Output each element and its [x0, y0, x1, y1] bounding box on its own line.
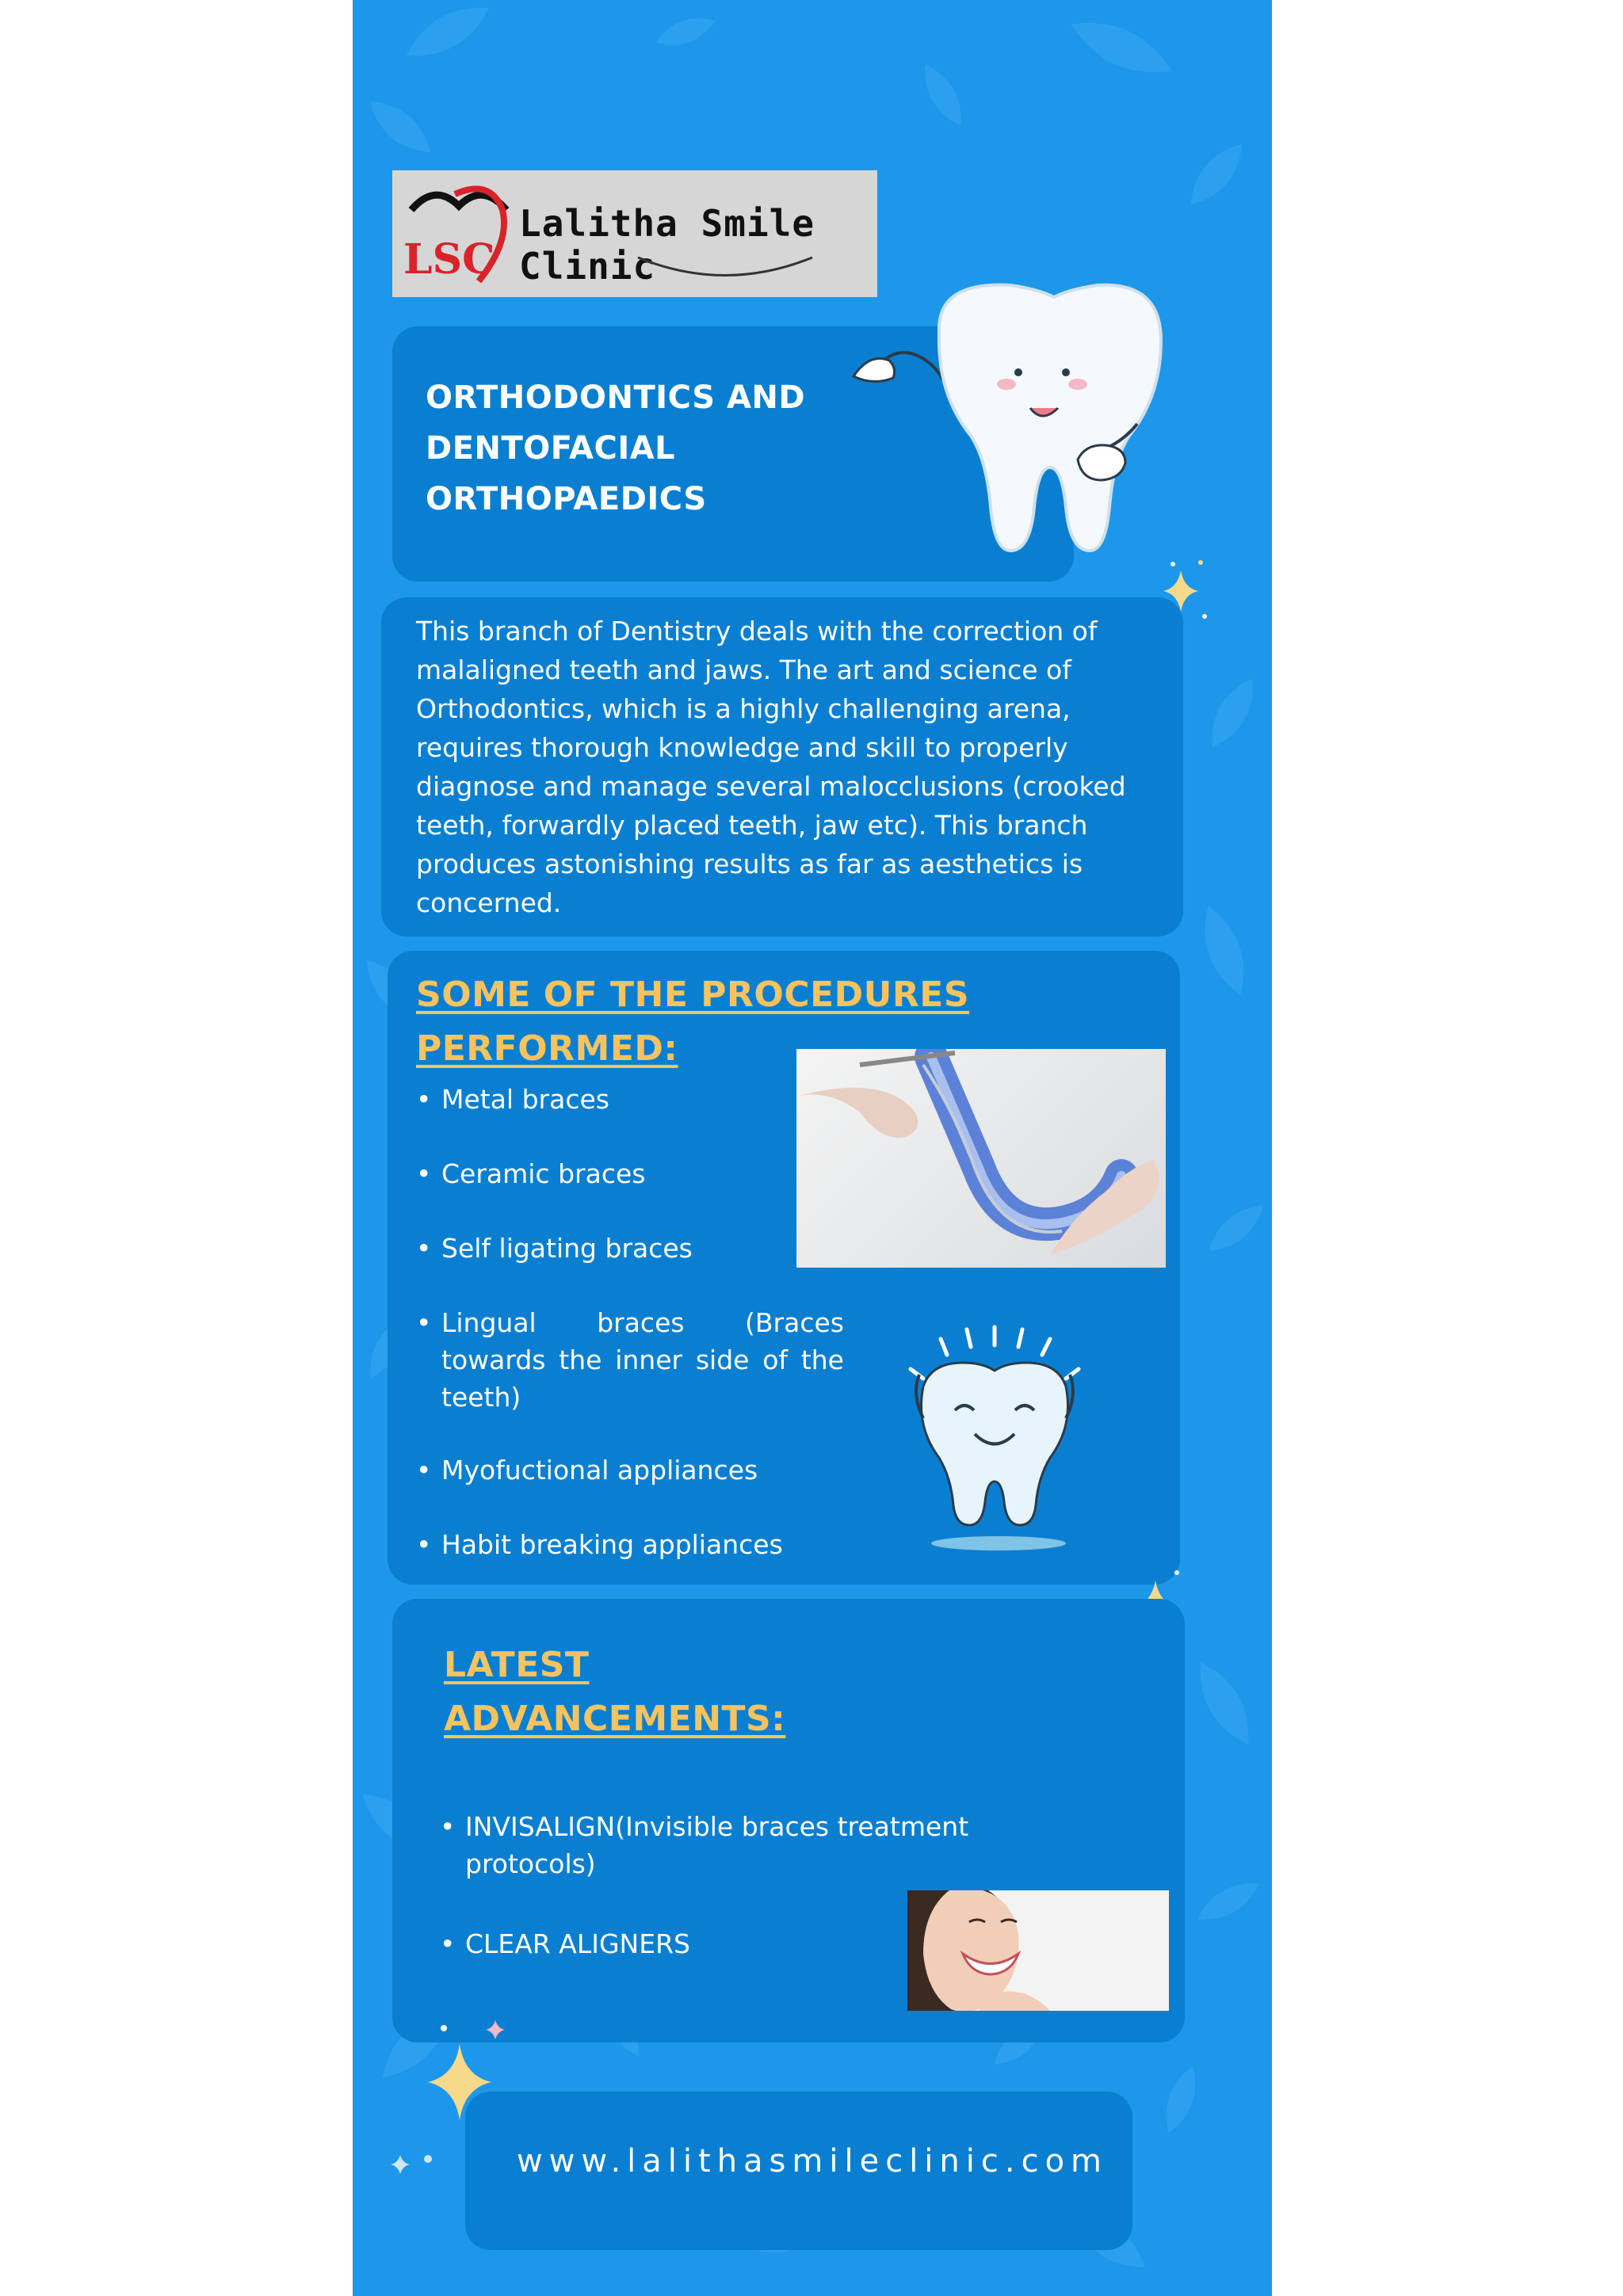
procedure-item: • Lingual braces (Braces towards the inner side of the teeth): [416, 1307, 844, 1413]
title-line-3: ORTHOPAEDICS: [426, 481, 707, 517]
procedures-heading-line-1: SOME OF THE PROCEDURES: [416, 974, 970, 1015]
page-title: [426, 372, 869, 524]
advancements-heading-line-2: ADVANCEMENTS:: [444, 1699, 786, 1739]
clinic-logo: [392, 170, 877, 297]
retainer-illustration: [796, 1049, 1166, 1268]
logo-smile-curve: [630, 250, 828, 281]
advancement-item: • CLEAR ALIGNERS: [440, 1928, 690, 1959]
website-link[interactable]: www.lalithasmileclinic.com: [516, 2143, 1109, 2180]
procedure-item: • Self ligating braces: [416, 1233, 693, 1264]
advancements-heading: [444, 1638, 785, 1746]
infographic-poster: [353, 0, 1272, 2296]
procedure-item: • Ceramic braces: [416, 1158, 646, 1189]
tooth-mascot-smiling-icon: [884, 1323, 1129, 1553]
procedure-item: • Metal braces: [416, 1084, 609, 1115]
title-line-2: DENTOFACIAL: [426, 430, 676, 467]
procedure-item: • Habit breaking appliances: [416, 1529, 783, 1560]
intro-text: This branch of Dentistry deals with the correction of malaligned teeth and jaws. The art and science of Orthodontics, which is a highly challenging arena, requires thorough knowledge and skill to properly diagnose and manage several malocclusions (crooked teeth, forwardly placed teeth, jaw etc). This branch produces astonishing results as far as aesthetics is concerned.: [416, 616, 1126, 918]
title-line-1: ORTHODONTICS AND: [426, 379, 806, 416]
advancements-heading-line-1: LATEST: [444, 1645, 590, 1685]
tooth-mascot-waving-icon: [844, 281, 1185, 590]
smiling-face-illustration: [907, 1890, 1169, 2011]
logo-clinic-name: Lalitha Smile Clinic: [519, 202, 815, 288]
advancement-item: • INVISALIGN(Invisible braces treatment protocols): [440, 1811, 969, 1879]
smiling-woman-photo: [907, 1890, 1169, 2011]
braces-retainer-photo: [796, 1049, 1166, 1268]
procedures-heading-line-2: PERFORMED:: [416, 1028, 678, 1069]
procedure-item: • Myofuctional appliances: [416, 1455, 758, 1486]
logo-initials: LSC: [403, 235, 495, 284]
